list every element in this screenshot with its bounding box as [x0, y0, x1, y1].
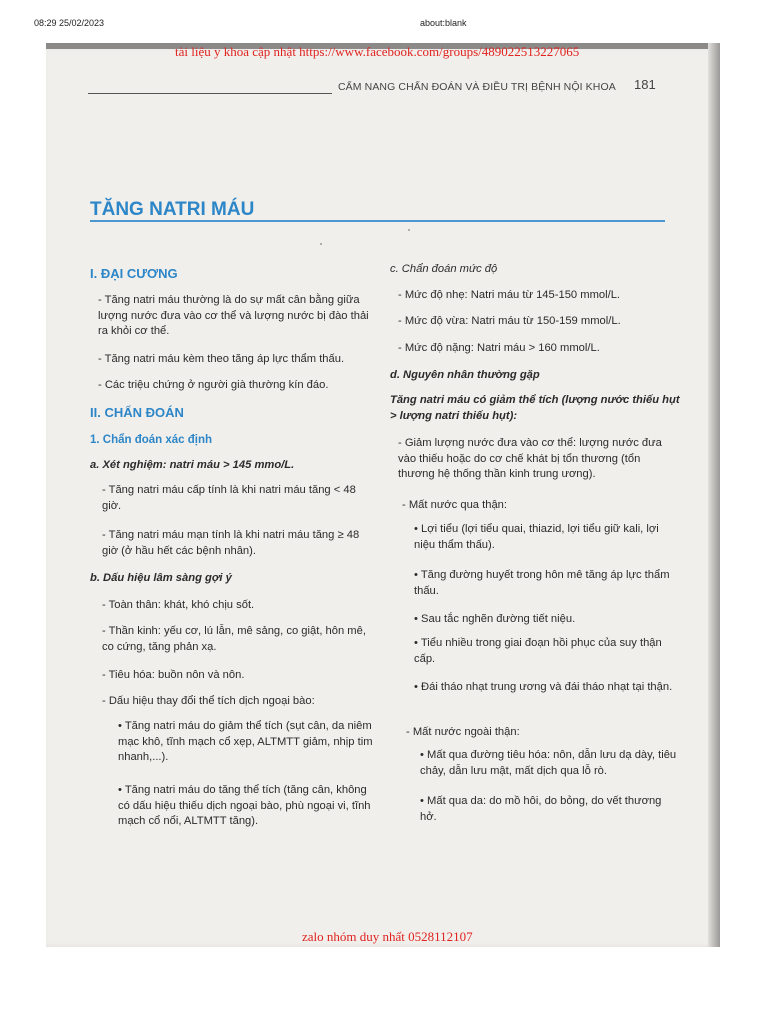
right-column — [390, 0, 680, 1024]
bullet-item: • Đái tháo nhạt trung ương và đái tháo nhạt tại thận. — [414, 681, 673, 693]
paragraph: - Mất nước qua thận: — [402, 499, 507, 511]
section-heading-dai-cuong: I. ĐẠI CƯƠNG — [90, 266, 178, 281]
bullet-item: • Mất qua da: do mồ hôi, do bỏng, do vết thương hở. — [420, 795, 662, 823]
item-heading-b: b. Dấu hiệu lâm sàng gợi ý — [90, 572, 232, 584]
bullet-item: • Sau tắc nghẽn đường tiết niệu. — [414, 613, 576, 625]
paragraph: - Mất nước ngoài thận: — [406, 726, 520, 738]
bullet-item: • Tăng natri máu do tăng thể tích (tăng cân, không có dấu hiệu thiếu dịch ngoại bào, phù ngoại vi, tĩnh mạch cổ nổi, ALTMTT tăng). — [118, 784, 371, 827]
paragraph: - Tăng natri máu kèm theo tăng áp lực thẩm thấu. — [98, 353, 345, 365]
bullet-item: • Tăng natri máu do giảm thể tích (sụt cân, da niêm mạc khô, tĩnh mạch cổ xẹp, ALTMTT giảm, nhịp tim nhanh,...). — [118, 720, 373, 763]
watermark-zalo: zalo nhóm duy nhất 0528112107 — [302, 929, 473, 944]
paragraph: - Tăng natri máu cấp tính là khi natri máu tăng < 48 giờ. — [102, 484, 356, 512]
section-heading-chan-doan: II. CHẨN ĐOÁN — [90, 405, 184, 420]
paragraph: - Giảm lượng nước đưa vào cơ thể: lượng nước đưa vào thiếu hoặc do cơ chế khát bị tổn thương (tổn thương hệ thống thần kinh trung ương). — [398, 437, 662, 480]
paragraph: - Các triệu chứng ở người già thường kín đáo. — [98, 379, 329, 391]
item-heading-a: a. Xét nghiệm: natri máu > 145 mmo/L. — [90, 459, 295, 471]
paragraph: - Mức độ nhẹ: Natri máu từ 145-150 mmol/L. — [398, 289, 621, 301]
paragraph: - Tiêu hóa: buồn nôn và nôn. — [102, 669, 245, 681]
paragraph: - Toàn thân: khát, khó chịu sốt. — [102, 599, 255, 611]
bullet-item: • Tăng đường huyết trong hôn mê tăng áp lực thẩm thấu. — [414, 569, 670, 597]
subheading-giam-the-tich: Tăng natri máu có giảm thể tích (lượng nước thiếu hụt > lượng natri thiếu hụt): — [390, 394, 680, 422]
item-heading-c: c. Chẩn đoán mức độ — [390, 263, 498, 275]
chapter-title: TĂNG NATRI MÁU — [90, 199, 255, 220]
bullet-item: • Mất qua đường tiêu hóa: nôn, dẫn lưu dạ dày, tiêu chảy, dẫn lưu mật, mất dịch qua lỗ rò. — [420, 749, 677, 777]
paragraph: - Mức độ vừa: Natri máu từ 150-159 mmol/L. — [398, 315, 621, 327]
paragraph: - Mức độ nặng: Natri máu > 160 mmol/L. — [398, 342, 600, 354]
left-column — [90, 0, 376, 1024]
scan-right-edge — [708, 43, 720, 947]
print-timestamp: 08:29 25/02/2023 — [34, 18, 105, 28]
bullet-item: • Lợi tiểu (lợi tiểu quai, thiazid, lợi tiểu giữ kali, lợi niệu thẩm thấu). — [414, 523, 659, 551]
item-heading-d: d. Nguyên nhân thường gặp — [390, 369, 540, 381]
subsection-heading: 1. Chẩn đoán xác định — [90, 434, 213, 446]
paragraph: - Thần kinh: yếu cơ, lú lẫn, mê sảng, co giật, hôn mê, co cứng, tăng phản xạ. — [102, 625, 366, 653]
bullet-item: • Tiểu nhiều trong giai đoạn hồi phục của suy thận cấp. — [414, 637, 662, 665]
paragraph: - Dấu hiệu thay đổi thể tích dịch ngoại bào: — [102, 695, 315, 707]
page-number: 181 — [634, 77, 656, 92]
watermark-facebook-link: tài liệu y khoa cập nhật https://www.facebook.com/groups/489022513227065 — [175, 44, 580, 59]
paragraph: - Tăng natri máu thường là do sự mất cân bằng giữa lượng nước đưa vào cơ thể và lượng nước bị đào thải ra khỏi cơ thể. — [98, 294, 369, 337]
book-title: CẨM NANG CHẨN ĐOÁN VÀ ĐIỀU TRỊ BỆNH NỘI KHOA — [338, 81, 616, 93]
print-url: about:blank — [420, 18, 467, 28]
paragraph: - Tăng natri máu mạn tính là khi natri máu tăng ≥ 48 giờ (ở hầu hết các bệnh nhân). — [102, 529, 360, 557]
